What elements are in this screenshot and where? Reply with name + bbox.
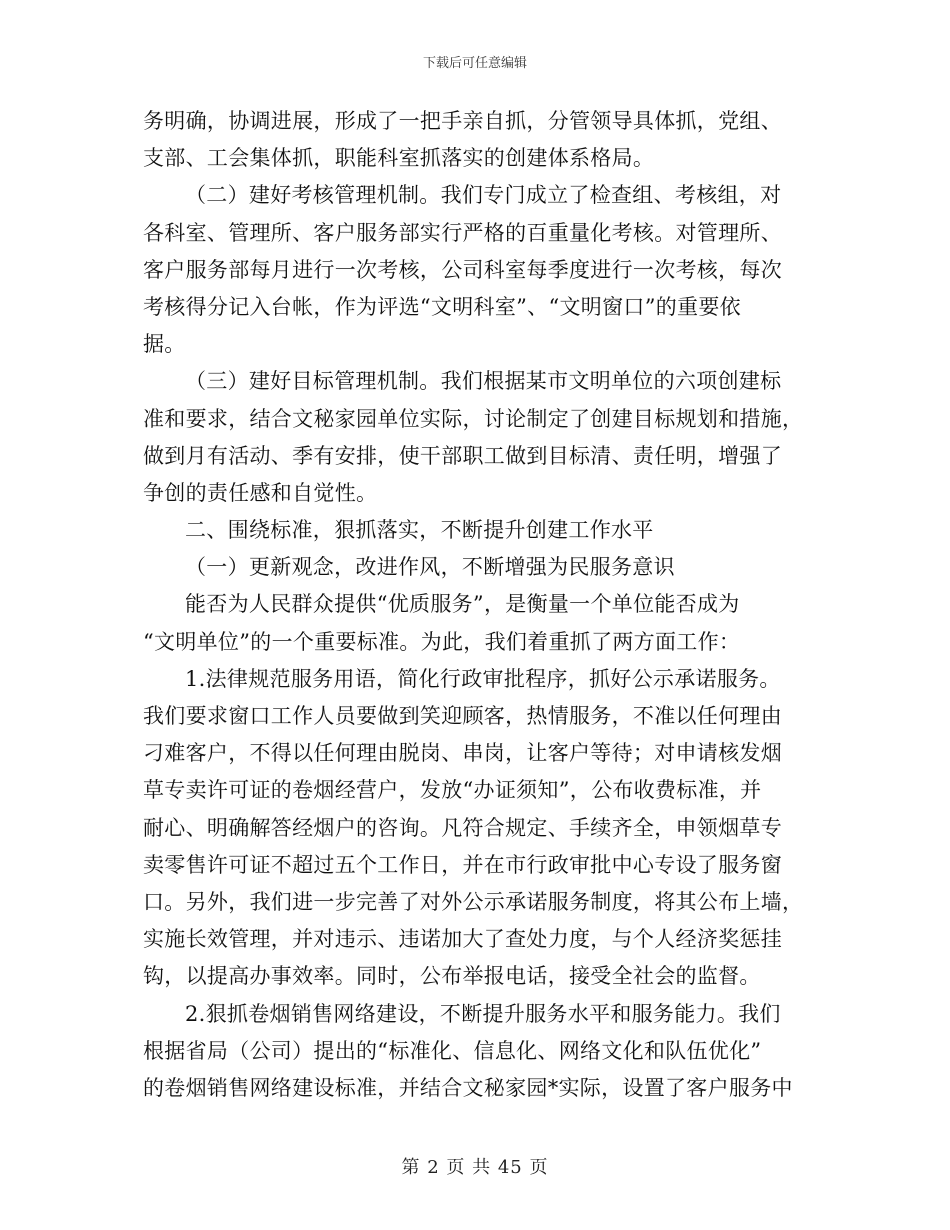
text-line: 口。另外，我们进一步完善了对外公示承诺服务制度，将其公布上墙， [143,889,804,914]
text-line: 卖零售许可证不超过五个工作日，并在市行政审批中心专设了服务窗 [143,852,782,877]
text-line: 实施长效管理，并对违示、违诺加大了查处力度，与个人经济奖惩挂 [143,927,782,952]
text-line: 钩，以提高办事效率。同时，公布举报电话，接受全社会的监督。 [143,964,761,989]
text-line: 客户服务部每月进行一次考核，公司科室每季度进行一次考核，每次 [143,257,782,282]
text-line: （三）建好目标管理机制。我们根据某市文明单位的六项创建标 [185,369,782,394]
text-line: 争创的责任感和自觉性。 [143,480,378,505]
text-line: 二、围绕标准，狠抓落实，不断提升创建工作水平 [185,518,654,543]
document-body [143,103,808,1107]
text-line: 据。 [143,332,186,357]
text-line: 刁难客户，不得以任何理由脱岗、串岗，让客户等待；对申请核发烟 [143,741,782,766]
text-line: 1.法律规范服务用语，简化行政审批程序，抓好公示承诺服务。 [185,666,781,691]
page-header: 下载后可任意编辑 [422,56,527,71]
text-line: 做到月有活动、季有安排，使干部职工做到目标清、责任明，增强了 [143,443,782,468]
text-line: 根据省局（公司）提出的“标准化、信息化、网络文化和队伍优化” [143,1038,762,1063]
text-line: 耐心、明确解答经烟户的咨询。凡符合规定、手续齐全，申领烟草专 [143,815,782,840]
text-line: 我们要求窗口工作人员要做到笑迎顾客，热情服务，不准以任何理由 [143,704,782,728]
text-line: 准和要求，结合文秘家园单位实际，讨论制定了创建目标规划和措施， [143,406,804,431]
text-line: 考核得分记入台帐，作为评选“文明科室”、“文明窗口”的重要依 [143,294,741,319]
text-line: “文明单位”的一个重要标准。为此，我们着重抓了两方面工作： [143,629,741,654]
text-line: 各科室、管理所、客户服务部实行严格的百重量化考核。对管理所、 [143,220,782,245]
text-line: （二）建好考核管理机制。我们专门成立了检查组、考核组，对 [185,183,782,208]
text-line: 支部、工会集体抓，职能科室抓落实的创建体系格局。 [143,146,655,171]
page-number-footer: 第 2 页 共 45 页 [401,1157,549,1178]
text-line: 能否为人民群众提供“优质服务”，是衡量一个单位能否成为 [185,592,740,617]
text-line: 草专卖许可证的卷烟经营户，发放“办证须知”，公布收费标准，并 [143,778,762,803]
text-line: 的卷烟销售网络建设标准，并结合文秘家园*实际，设置了客户服务中 [143,1075,793,1100]
text-line: （一）更新观念，改进作风，不断增强为民服务意识 [185,555,675,580]
text-line: 2.狠抓卷烟销售网络建设，不断提升服务水平和服务能力。我们 [185,1001,781,1026]
text-line: 务明确，协调进展，形成了一把手亲自抓，分管领导具体抓，党组、 [143,109,782,133]
